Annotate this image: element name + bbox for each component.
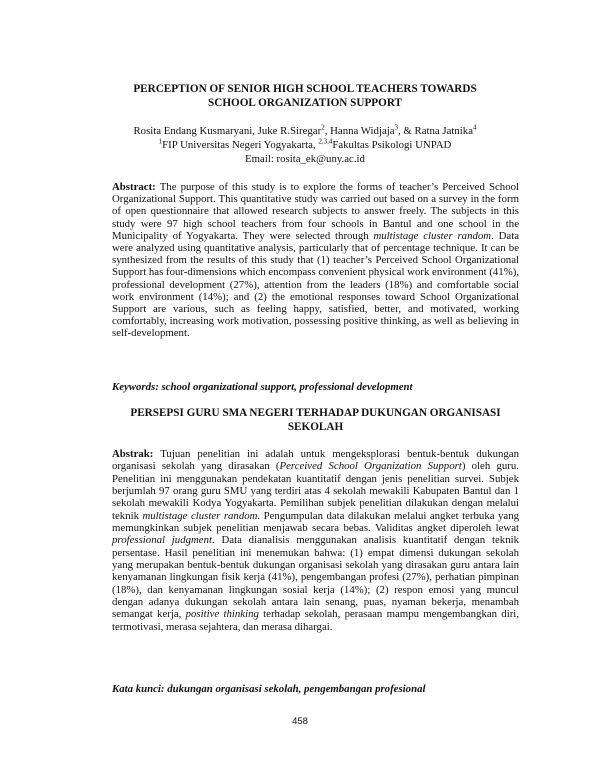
keywords-english: Keywords: school organizational support, professional development xyxy=(112,381,413,393)
author-sup-3: 4 xyxy=(473,123,477,132)
abstrak-italic-4: positive thinking xyxy=(185,608,259,621)
abstract-italic-1: multistage cluster random xyxy=(373,229,492,242)
abstrak-italic-2: multistage cluster random xyxy=(142,509,258,522)
abstrak-text-5: terhadap sekolah, perasaan mampu mengembangkan diri, termotivasi, merasa sejahtera, dan merasa dihargai. xyxy=(112,608,520,633)
author-email: Email: rosita_ek@uny.ac.id xyxy=(245,153,365,165)
affiliation-text-1: FIP Universitas Negeri Yogyakarta, xyxy=(162,139,319,151)
page-number: 458 xyxy=(292,716,308,727)
indonesian-title-line-1: PERSEPSI GURU SMA NEGERI TERHADAP DUKUNGAN ORGANISASI xyxy=(130,407,501,419)
title-line-1: PERCEPTION OF SENIOR HIGH SCHOOL TEACHERS TOWARDS xyxy=(133,83,477,95)
author-block xyxy=(80,124,530,166)
author-text-1: Rosita Endang Kusmaryani, Juke R.Siregar xyxy=(133,125,322,137)
indonesian-title xyxy=(112,407,519,434)
abstrak-text-3: . Pengumpulan data dilakukan melalui angket terbuka yang memungkinkan subjek penelitian menjawab secara bebas. Validitas angket diperoleh lewat xyxy=(112,509,519,535)
affiliation-sup-1: 1 xyxy=(158,137,163,146)
author-text-3: , & Ratna Jatnika xyxy=(398,125,473,137)
author-text-2: , Hanna Widjaja xyxy=(324,125,395,137)
abstrak-text-1: Tujuan penelitian ini adalah untuk mengeksplorasi bentuk-bentuk dukungan organisasi sekolah yang dirasakan ( xyxy=(112,448,519,473)
author-sup-1: 2 xyxy=(321,123,325,132)
abstrak-text-2: ) oleh guru. Penelitian ini menggunakan pendekatan kuantitatif dengan jenis penelitian survei. Subjek berjumlah 97 orang guru SMU yang terdiri atas 4 sekolah mewakili Kabupaten Bantul dan 1 sekolah mewakili Kodya Yogyakarta. Pemilihan subjek penelitian dilakukan dengan melalui teknik xyxy=(112,460,519,522)
affiliation-sup-2: 2,3,4 xyxy=(318,137,333,146)
abstrak-text-4: . Data dianalisis menggunakan analisis kuantitatif dengan teknik persentase. Hasil penelitian ini menemukan bahwa: (1) empat dimensi dukungan sekolah yang merupakan bentuk-bentuk dukungan organisasi sekolah yang dirasakan guru antara lain kenyamanan lingkungan fisik kerja (41%), pengembangan profesi (27%), perhatian pimpinan (18%), dan kenyamanan lingkungan sosial kerja (14%); (2) respon emosi yang muncul dengan adanya dukungan sekolah antara lain senang, puas, nyaman bekerja, menambah semangat kerja, xyxy=(112,534,519,621)
affiliations xyxy=(80,138,530,152)
author-sup-2: 3 xyxy=(394,123,399,132)
abstrak-italic-3: professional judgment xyxy=(112,534,212,547)
abstract-text-2: . Data were analyzed using quantitative analysis, particularly that of percentage technique. It can be synthesized from the results of this study that (1) teacher’s Perceived School Organizational Support has four-dimensions which encompass convenient physical work environment (41%), professional development (27%), attention from the leaders (18%) and comfortable social work environment (14%); and (2) the emotional responses toward School Organizational Support are various, such as feeling happy, satisfied, better, and motivated, working comfortably, increasing work motivation, possessing positive thinking, as well as believing in self-development. xyxy=(112,229,519,340)
abstract-label: Abstract: xyxy=(112,181,156,193)
author-names xyxy=(80,124,530,138)
paper-title xyxy=(100,83,510,110)
keywords-indonesian: Kata kunci: dukungan organisasi sekolah, pengembangan profesional xyxy=(112,683,426,695)
abstrak-italic-1: Perceived School Organization Support xyxy=(279,460,462,473)
affiliation-text-2: Fakultas Psikologi UNPAD xyxy=(332,139,452,151)
indonesian-title-line-2: SEKOLAH xyxy=(287,420,344,433)
title-line-2: SCHOOL ORGANIZATION SUPPORT xyxy=(208,96,402,109)
abstrak-label: Abstrak: xyxy=(112,448,154,460)
abstract-english xyxy=(112,181,519,340)
abstract-text-1: The purpose of this study is to explore the forms of teacher’s Perceived School Organizational Support. This quantitative study was carried out based on a survey in the form of open questionnaire that allowed research subjects to answer freely. The subjects in this study were 97 high school teachers from four schools in Bantul and one school in the Municipality of Yogyakarta. They were selected through xyxy=(112,181,519,242)
abstract-indonesian xyxy=(112,448,519,633)
